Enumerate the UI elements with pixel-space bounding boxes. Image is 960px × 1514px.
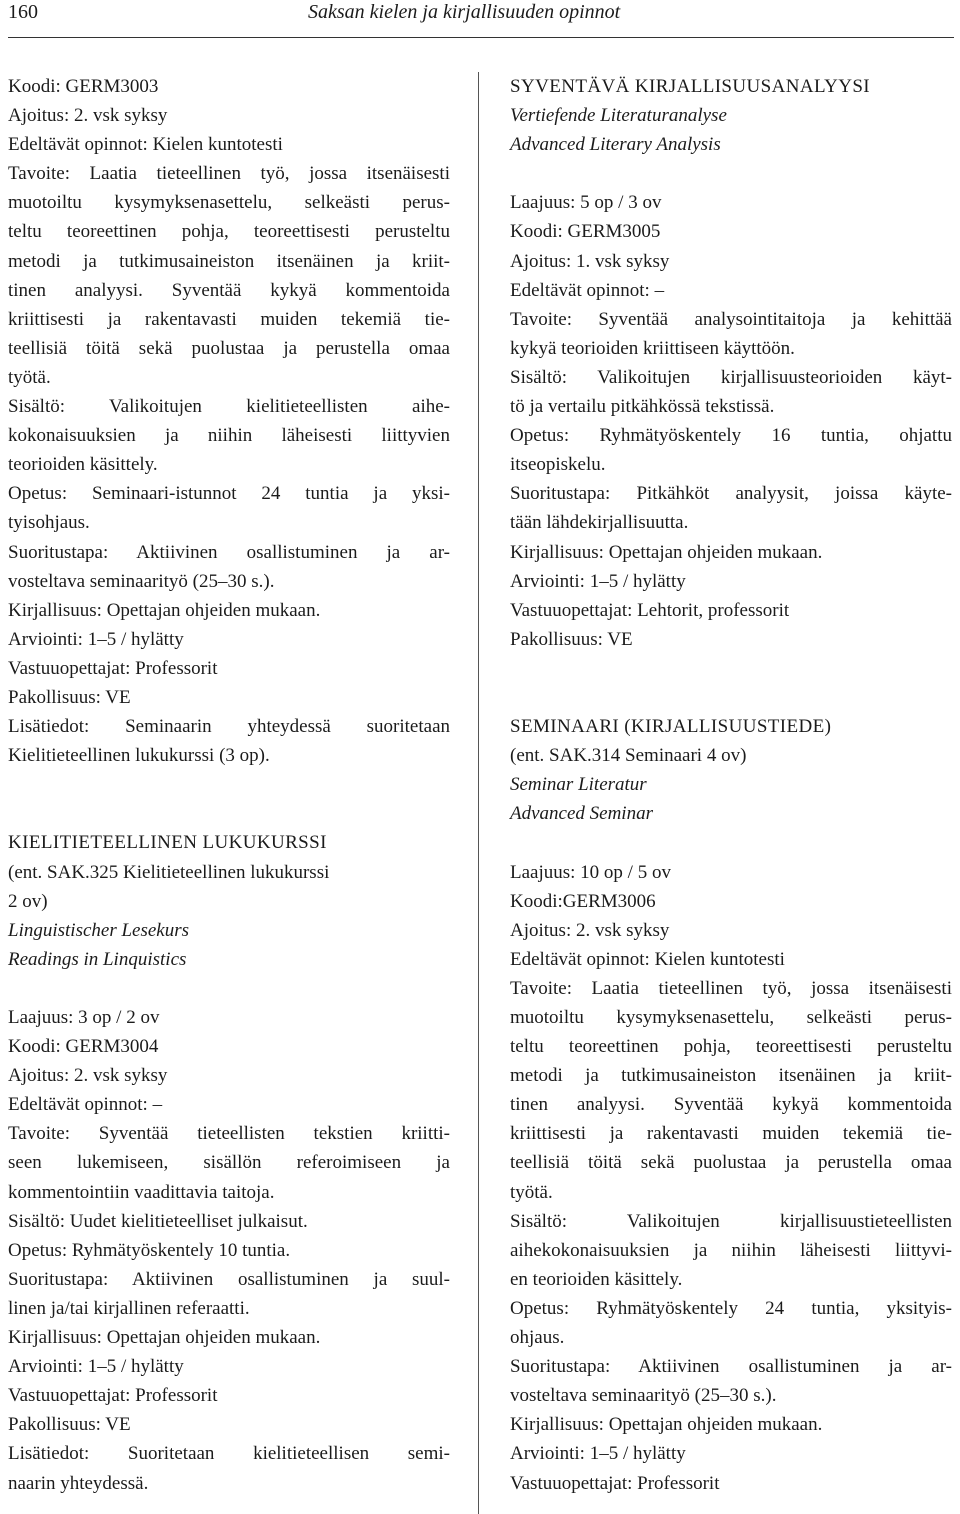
course-prerequisites: Edeltävät opinnot: Kielen kuntotesti bbox=[8, 134, 283, 156]
section-spacer bbox=[8, 770, 450, 828]
course-content-line: aihekokonaisuuksien ja niihin läheisesti liittyvi- bbox=[510, 1239, 952, 1261]
course-title-english: Readings in Linquistics bbox=[8, 948, 187, 970]
course-content-line: kokonaisuuksien ja niihin läheisesti liittyvien bbox=[8, 425, 450, 447]
course-completion-line: Suoritustapa: Aktiivinen osallistuminen ja ar- bbox=[510, 1356, 952, 1378]
section-spacer bbox=[510, 654, 952, 712]
course-additional-info-line: naarin yhteydessä. bbox=[8, 1472, 149, 1494]
course-credits: Laajuus: 3 op / 2 ov bbox=[8, 1007, 160, 1028]
course-code: Koodi:GERM3006 bbox=[510, 890, 656, 912]
course-teaching-line: ohjaus. bbox=[510, 1327, 565, 1349]
course-goal-line: kommentointiin vaadittavia taitoja. bbox=[8, 1181, 275, 1203]
course-completion-line: Suoritustapa: Aktiivinen osallistuminen ja suul- bbox=[8, 1268, 450, 1290]
course-former-code: (ent. SAK.314 Seminaari 4 ov) bbox=[510, 745, 747, 767]
page-header bbox=[0, 0, 960, 36]
course-title-german: Linguistischer Lesekurs bbox=[8, 919, 190, 941]
course-goal-line: metodi ja tutkimusaineiston itsenäinen ja kriit- bbox=[510, 1065, 952, 1087]
section-spacer bbox=[510, 828, 952, 857]
course-content-line: Sisältö: Valikoitujen kirjallisuustieteellisten bbox=[510, 1210, 952, 1232]
course-goal-line: työtä. bbox=[8, 366, 51, 388]
course-literature: Kirjallisuus: Opettajan ohjeiden mukaan. bbox=[510, 541, 823, 563]
course-content: Sisältö: Uudet kielitieteelliset julkaisut. bbox=[8, 1210, 308, 1232]
course-goal-line: Tavoite: Syventää tieteellisten tekstien kriitti- bbox=[8, 1123, 450, 1145]
course-timing: Ajoitus: 2. vsk syksy bbox=[8, 1065, 168, 1087]
course-teaching-line: Opetus: Seminaari-istunnot 24 tuntia ja yksi- bbox=[8, 483, 450, 505]
course-compulsory: Pakollisuus: VE bbox=[8, 1414, 131, 1436]
course-teachers: Vastuuopettajat: Professorit bbox=[8, 657, 218, 679]
course-content-line: teorioiden käsittely. bbox=[8, 454, 158, 476]
course-goal-line: metodi ja tutkimusaineiston itsenäinen ja kriit- bbox=[8, 250, 450, 272]
running-title: Saksan kielen ja kirjallisuuden opinnot bbox=[308, 1, 621, 23]
course-literature: Kirjallisuus: Opettajan ohjeiden mukaan. bbox=[510, 1414, 823, 1436]
course-literature: Kirjallisuus: Opettajan ohjeiden mukaan. bbox=[8, 599, 321, 621]
page-number: 160 bbox=[8, 1, 38, 23]
course-completion-line: linen ja/tai kirjallinen referaatti. bbox=[8, 1297, 250, 1319]
course-additional-info-line: Kielitieteellinen lukukurssi (3 op). bbox=[8, 745, 270, 767]
course-title: SYVENTÄVÄ KIRJALLISUUSANALYYSI bbox=[510, 76, 871, 97]
course-goal-line: Tavoite: Laatia tieteellinen työ, jossa itsenäisesti bbox=[8, 163, 450, 185]
course-credits: Laajuus: 10 op / 5 ov bbox=[510, 861, 671, 883]
course-timing: Ajoitus: 2. vsk syksy bbox=[8, 105, 168, 127]
section-spacer bbox=[510, 159, 952, 188]
course-timing: Ajoitus: 1. vsk syksy bbox=[510, 250, 670, 272]
course-completion-line: tään lähdekirjallisuutta. bbox=[510, 512, 689, 534]
header-rule bbox=[8, 37, 954, 38]
course-teaching-line: Opetus: Ryhmätyöskentely 16 tuntia, ohjattu bbox=[510, 425, 952, 447]
left-column bbox=[8, 72, 450, 1498]
course-teachers: Vastuuopettajat: Professorit bbox=[8, 1385, 218, 1407]
right-column bbox=[510, 72, 952, 1498]
course-timing: Ajoitus: 2. vsk syksy bbox=[510, 919, 670, 941]
course-title-english: Advanced Seminar bbox=[510, 803, 653, 825]
course-code: Koodi: GERM3003 bbox=[8, 76, 159, 97]
course-content-line: Sisältö: Valikoitujen kielitieteellisten aihe- bbox=[8, 396, 450, 418]
course-goal-line: teltu teoreettinen pohja, teoreettisesti perusteltu bbox=[8, 221, 450, 243]
course-goal-line: teltu teoreettinen pohja, teoreettisesti perusteltu bbox=[510, 1036, 952, 1058]
course-literature: Kirjallisuus: Opettajan ohjeiden mukaan. bbox=[8, 1327, 321, 1349]
course-teachers: Vastuuopettajat: Lehtorit, professorit bbox=[510, 599, 790, 621]
course-title: SEMINAARI (KIRJALLISUUSTIEDE) bbox=[510, 716, 832, 738]
course-prerequisites: Edeltävät opinnot: Kielen kuntotesti bbox=[510, 948, 785, 970]
course-completion-line: vosteltava seminaarityö (25–30 s.). bbox=[8, 570, 275, 592]
course-content-line: Sisältö: Valikoitujen kirjallisuusteorioiden käyt- bbox=[510, 366, 952, 388]
course-grading: Arviointi: 1–5 / hylätty bbox=[8, 628, 184, 650]
course-teaching-line: tyisohjaus. bbox=[8, 512, 90, 534]
course-credits: Laajuus: 5 op / 3 ov bbox=[510, 192, 662, 214]
course-goal-line: Tavoite: Laatia tieteellinen työ, jossa itsenäisesti bbox=[510, 977, 952, 999]
course-goal-line: kriittisesti ja rakentavasti muiden tekemiä tie- bbox=[8, 308, 450, 330]
course-prerequisites: Edeltävät opinnot: – bbox=[510, 279, 665, 301]
course-compulsory: Pakollisuus: VE bbox=[510, 628, 633, 650]
course-goal-line: muotoiltu kysymyksenasettelu, selkeästi perus- bbox=[510, 1007, 952, 1028]
course-grading: Arviointi: 1–5 / hylätty bbox=[510, 1443, 686, 1465]
course-grading: Arviointi: 1–5 / hylätty bbox=[8, 1356, 184, 1378]
course-content-line: tö ja vertailu pitkähkössä tekstissä. bbox=[510, 396, 775, 418]
course-teaching: Opetus: Ryhmätyöskentely 10 tuntia. bbox=[8, 1239, 291, 1261]
course-teaching-line: itseopiskelu. bbox=[510, 454, 606, 476]
course-code: Koodi: GERM3004 bbox=[8, 1036, 159, 1058]
course-goal-line: tinen analyysi. Syventää kykyä kommentoida bbox=[510, 1094, 952, 1116]
course-former-code: 2 ov) bbox=[8, 890, 48, 912]
course-goal-line: seen lukemiseen, sisällön referoimiseen ja bbox=[8, 1152, 450, 1174]
course-completion-line: Suoritustapa: Aktiivinen osallistuminen ja ar- bbox=[8, 541, 450, 563]
course-teaching-line: Opetus: Ryhmätyöskentely 24 tuntia, yksityis- bbox=[510, 1297, 952, 1319]
course-goal-line: työtä. bbox=[510, 1181, 553, 1203]
course-goal-line: tinen analyysi. Syventää kykyä kommentoida bbox=[8, 279, 450, 301]
course-content-line: en teorioiden käsittely. bbox=[510, 1268, 683, 1290]
course-teachers: Vastuuopettajat: Professorit bbox=[510, 1472, 720, 1494]
course-title: KIELITIETEELLINEN LUKUKURSSI bbox=[8, 832, 327, 854]
course-code: Koodi: GERM3005 bbox=[510, 221, 661, 243]
section-spacer bbox=[8, 974, 450, 1003]
course-goal-line: teellisiä töitä sekä puolustaa ja perustella omaa bbox=[8, 337, 450, 359]
course-title-german: Seminar Literatur bbox=[510, 774, 647, 796]
course-goal-line: kykyä teorioiden kriittiseen käyttöön. bbox=[510, 337, 795, 359]
course-former-code: (ent. SAK.325 Kielitieteellinen lukukurssi bbox=[8, 861, 330, 883]
course-completion-line: vosteltava seminaarityö (25–30 s.). bbox=[510, 1385, 777, 1407]
course-grading: Arviointi: 1–5 / hylätty bbox=[510, 570, 686, 592]
course-additional-info-line: Lisätiedot: Seminaarin yhteydessä suoritetaan bbox=[8, 716, 450, 738]
course-goal-line: teellisiä töitä sekä puolustaa ja perustella omaa bbox=[510, 1152, 952, 1174]
course-title-german: Vertiefende Literaturanalyse bbox=[510, 105, 727, 127]
course-goal-line: muotoiltu kysymyksenasettelu, selkeästi perus- bbox=[8, 192, 450, 214]
course-goal-line: kriittisesti ja rakentavasti muiden tekemiä tie- bbox=[510, 1123, 952, 1145]
course-completion-line: Suoritustapa: Pitkähköt analyysit, joissa käyte- bbox=[510, 483, 952, 505]
course-additional-info-line: Lisätiedot: Suoritetaan kielitieteellisen semi- bbox=[8, 1443, 450, 1465]
course-compulsory: Pakollisuus: VE bbox=[8, 686, 131, 708]
course-prerequisites: Edeltävät opinnot: – bbox=[8, 1094, 163, 1116]
column-divider bbox=[478, 72, 479, 1514]
course-title-english: Advanced Literary Analysis bbox=[510, 134, 721, 156]
course-goal-line: Tavoite: Syventää analysointitaitoja ja kehittää bbox=[510, 308, 952, 330]
